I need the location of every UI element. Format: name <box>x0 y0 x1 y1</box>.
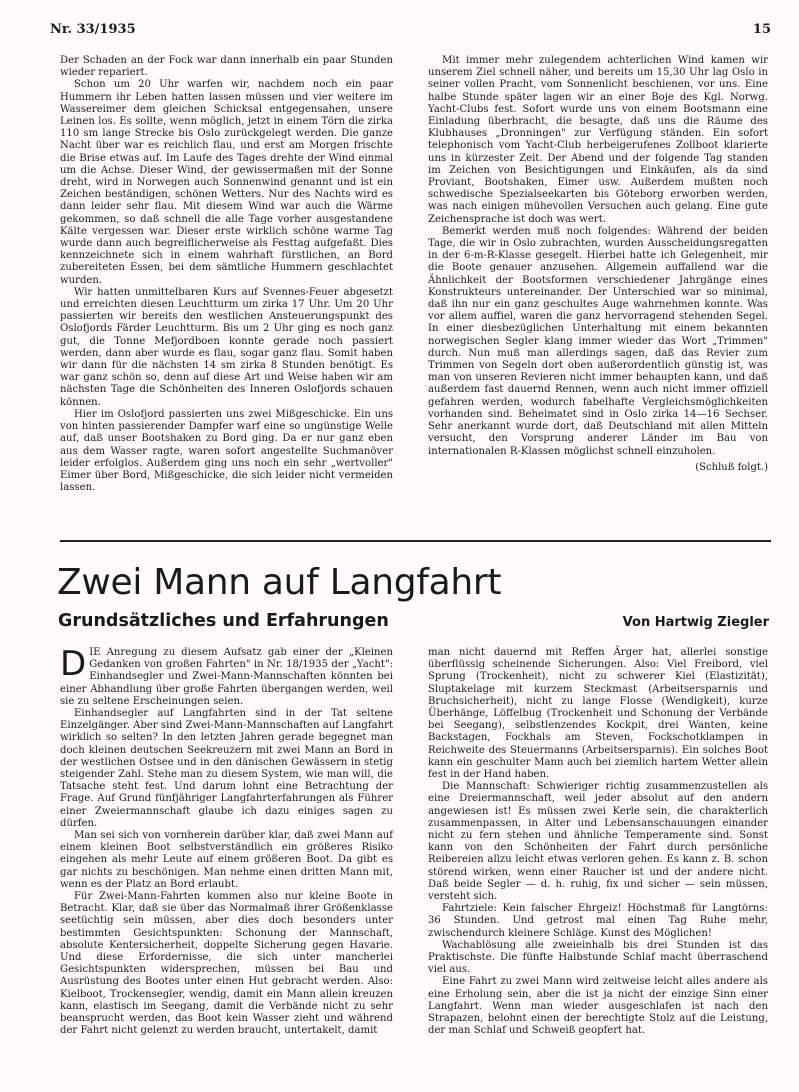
paragraph: Wir hatten unmittelbaren Kurs auf Svennes-Feuer abgesetzt und erreichten diesen Leuchtturm um zirka 17 Uhr. Um 20 Uhr passierten wir bereits den westlichen Ansteuerungspunkt des Oslofjords Färder Leuchtturm. Bis um 2 Uhr ging es noch ganz gut, die Tonne Mefjordboen konnte gerade noch passiert werden, dann aber wurde es flau, sogar ganz flau. Somit haben wir dann für die nächsten 14 sm zirka 8 Stunden benötigt. Es war ganz schön so, denn auf diese Art und Weise haben wir am nächsten Tage die Schönheiten des Inneren Oslofjords schauen können. <box>60 286 393 408</box>
lead-text: IE Anregung zu diesem Aufsatz gab einer der „Kleinen Gedanken von großen Fahrten" in Nr. 18/1935 der „Yacht": Einhandsegler und Zwei-Mann-Mannschaften könnten bei einer Abhandlung über große Fahrten übergangen werden, weil sie zu seltene Erscheinungen seien. <box>60 647 393 707</box>
paragraph: Schon um 20 Uhr warfen wir, nachdem noch ein paar Hummern ihr Leben hatten lassen müssen und vier weitere im Wassereimer dem gleichen Schicksal entgegensahen, unsere Leinen los. Es sollte, wenn möglich, jetzt in einem Törn die zirka 110 sm lange Strecke bis Oslo zurückgelegt werden. Die ganze Nacht über war es reichlich flau, und erst am Morgen frischte die Brise etwas auf. Im Laufe des Tages drehte der Wind einmal um die Achse. Dieser Wind, der gewissermaßen mit der Sonne dreht, wird in Norwegen auch Sonnenwind genannt und ist ein Zeichen beständigen, schönen Wetters. Nur des Nachts wird es dann leider sehr flau. Mit diesem Wind war auch die Wärme gekommen, so daß schnell die alle Tage vorher ausgestandene Kälte vergessen war. Dieser erste wirklich schöne warme Tag wurde dann auch begreiflicherweise als Festtag aufgefaßt. Dies kennzeichnete sich in einem wahrhaft fürstlichen, an Bord zubereiteten Essen, bei dem sämtliche Hummern geschlachtet wurden. <box>60 79 393 286</box>
article-byline: Von Hartwig Ziegler <box>622 615 769 630</box>
continued-article-left-column <box>60 55 393 494</box>
article-left-column <box>60 644 393 1038</box>
paragraph: man nicht dauernd mit Reffen Ärger hat, allerlei sonstige überflüssig scheinende Sicherungen. Also: Viel Freibord, viel Sprung (Trockenheit), nicht zu schwerer Kiel (Elastizität), Sluptakelage mit kurzem Steckmast (Arbeitsersparnis und Bruchsicherheit), nicht zu lange Flosse (Wendigkeit), kurze Überhänge, Löffelbug (Trockenheit und Schonung der Verbände bei Seegang), selbstlenzendes Kockpit, drei Wanten, keine Backstagen, Fockhals am Steven, Fockschotklampen in Reichweite des Steuermanns (Arbeitsersparnis). Ein solches Boot kann ein geschulter Mann auch bei ziemlich hartem Wetter allein fest in der Hand haben. <box>428 647 768 781</box>
paragraph: Man sei sich von vornherein darüber klar, daß zwei Mann auf einem kleinen Boot selbstverständlich ein größeres Risiko eingehen als mehr Leute auf einem größeren Boot. Da gibt es gar nichts zu beschönigen. Man nehme einen dritten Mann mit, wenn es der Platz an Bord erlaubt. <box>60 830 393 890</box>
paragraph: Eine Fahrt zu zwei Mann wird zeitweise leicht alles andere als eine Erholung sein, aber die ist ja nicht der einzige Sinn einer Langfahrt. Wenn man wieder ausgeschlafen ist nach den Strapazen, belohnt einen der berechtigte Stolz auf die Leistung, der man Schlaf und Schweiß geopfert hat. <box>428 976 768 1037</box>
paragraph: Mit immer mehr zulegendem achterlichen Wind kamen wir unserem Ziel schnell näher, und bereits um 15,30 Uhr lag Oslo in seiner vollen Pracht, vom Sonnenlicht beschienen, vor uns. Eine halbe Stunde später lagen wir an einer Boje des Kgl. Norwg. Yacht-Clubs fest. Sofort wurde uns von einem Bootsmann eine Einladung überbracht, die besagte, daß uns die Räume des Klubhauses „Dronningen" zur Verfügung ständen. Ein sofort telephonisch vom Yacht-Club herbeigerufenes Zollboot klarierte uns in kürzester Zeit. Der Abend und der folgende Tag standen im Zeichen von Besichtigungen und Einkäufen, als da sind Proviant, Bootshaken, Eimer usw. Außerdem mußten noch schwedische Spezialseekarten bis Göteborg erworben werden, was nach einigen mühevollen Versuchen auch gelang. Eine gute Zeichensprache ist doch was wert. <box>428 55 768 225</box>
article-title: Zwei Mann auf Langfahrt <box>57 562 502 603</box>
to-be-continued-note: (Schluß folgt.) <box>695 461 768 473</box>
paragraph: Wachablösung alle zweieinhalb bis drei Stunden ist das Praktischste. Die fünfte Halbstunde Schlaf macht überraschend viel aus. <box>428 939 768 976</box>
paragraph: Hier im Oslofjord passierten uns zwei Mißgeschicke. Ein uns von hinten passierender Dampfer warf eine so ungünstige Welle auf, daß unser Bootshaken zu Bord ging. Da er nur ganz eben aus dem Wasser ragte, waren sofort angestellte Suchmanöver leider erfolglos. Außerdem ging uns noch ein sehr „wertvoller" Eimer über Bord, Mißgeschicke, die sich leider nicht vermeiden lassen. <box>60 408 393 494</box>
paragraph: Bemerkt werden muß noch folgendes: Während der beiden Tage, die wir in Oslo zubrachten, wurden Ausscheidungsregatten in der 6-m-R-Klasse gesegelt. Hierbei hatte ich Gelegenheit, mir die Boote genauer anzusehen. Allgemein auffallend war die Ähnlichkeit der Bootsformen verschiedener Jahrgänge eines Konstrukteurs untereinander. Der Unterschied war so minimal, daß ihn nur ein ganz geschultes Auge wahrnehmen konnte. Was vor allem auffiel, waren die ganz hervorragend stehenden Segel. In einer diesbezüglichen Unterhaltung mit einem bekannten norwegischen Segler klang immer wieder das Wort „Trimmen" durch. Nun muß man allerdings sagen, daß das Revier zum Trimmen von Segeln dort oben außerordentlich günstig ist, was man von unseren Revieren nicht immer behaupten kann, und daß außerdem fast dauernd Rennen, wenn auch nicht immer offiziell gefahren werden, wodurch fabelhafte Vergleichsmöglichkeiten vorhanden sind. Beheimatet sind in Oslo zirka 14—16 Sechser. Sehr anerkannt wurde dort, daß Deutschland mit allen Mitteln versucht, den Vorsprung anderer Länder im Bau von internationalen R-Klassen möglichst schnell einzuholen. <box>428 225 768 457</box>
paragraph: Die Mannschaft: Schwieriger richtig zusammenzustellen als eine Dreiermannschaft, weil jeder absolut auf den andern angewiesen ist! Es müssen zwei Kerle sein, die charakterlich zusammenpassen, in Alter und Lebensanschauungen einander nicht zu fern stehen und ähnliche Temperamente sind. Sonst kann von den Schönheiten der Fahrt durch persönliche Reibereien allzu leicht etwas verloren gehen. Es kann z. B. schon störend wirken, wenn einer Raucher ist und der andere nicht. Daß beide Segler — d. h. ruhig, fix und sicher — sein müssen, versteht sich. <box>428 781 768 903</box>
paragraph <box>60 644 393 708</box>
article-right-column <box>428 647 768 1038</box>
paragraph: Der Schaden an der Fock war dann innerhalb ein paar Stunden wieder repariert. <box>60 55 393 79</box>
article-subtitle: Grundsätzliches und Erfahrungen <box>58 611 389 631</box>
paragraph: Fahrtziele: Kein falscher Ehrgeiz! Höchstmaß für Langtörns: 36 Stunden. Und getrost mal einen Tag Ruhe mehr, zwischendurch kleinere Schläge. Kunst des Möglichen! <box>428 903 768 939</box>
page-number: 15 <box>752 22 771 37</box>
drop-cap: D <box>60 644 87 684</box>
paragraph: Einhandsegler auf Langfahrten sind in der Tat seltene Einzelgänger. Aber sind Zwei-Mann-Mannschaften auf Langfahrt wirklich so selten? In den letzten Jahren gerade begegnet man doch kleinen deutschen Seekreuzern mit zwei Mann an Bord in der westlichen Ostsee und in den dänischen Gewässern in stetig steigender Zahl. Stehe man zu diesem System, wie man will, die Tatsache steht fest. Und darum lohnt eine Betrachtung der Frage. Auf Grund fünfjähriger Langfahrterfahrungen als Führer einer Zweiermannschaft glaube ich dazu einiges sagen zu dürfen. <box>60 708 393 829</box>
issue-number: Nr. 33/1935 <box>50 22 136 37</box>
continued-article-right-column <box>428 55 768 474</box>
page-header <box>50 22 771 40</box>
section-divider <box>60 540 771 542</box>
paragraph: Für Zwei-Mann-Fahrten kommen also nur kleine Boote in Betracht. Klar, daß sie über das Normalmaß ihrer Größenklasse seetüchtig sein müssen, aber dies doch besonders unter bestimmten Gesichtspunkten: Schonung der Mannschaft, absolute Kentersicherheit, doppelte Sicherung gegen Havarie. Und diese Erfordernisse, die sich unter mancherlei Gesichtspunkten widersprechen, müssen bei Bau und Ausrüstung des Bootes unter einen Hut gebracht werden. Also: Kielboot, Trockensegler, wendig, damit ein Mann allein kreuzen kann, elastisch im Seegang, damit die Verbände nicht zu sehr beansprucht werden, das Boot kein Wasser zieht und während der Fahrt nicht gelenzt zu werden braucht, untertakelt, damit <box>60 891 393 1037</box>
